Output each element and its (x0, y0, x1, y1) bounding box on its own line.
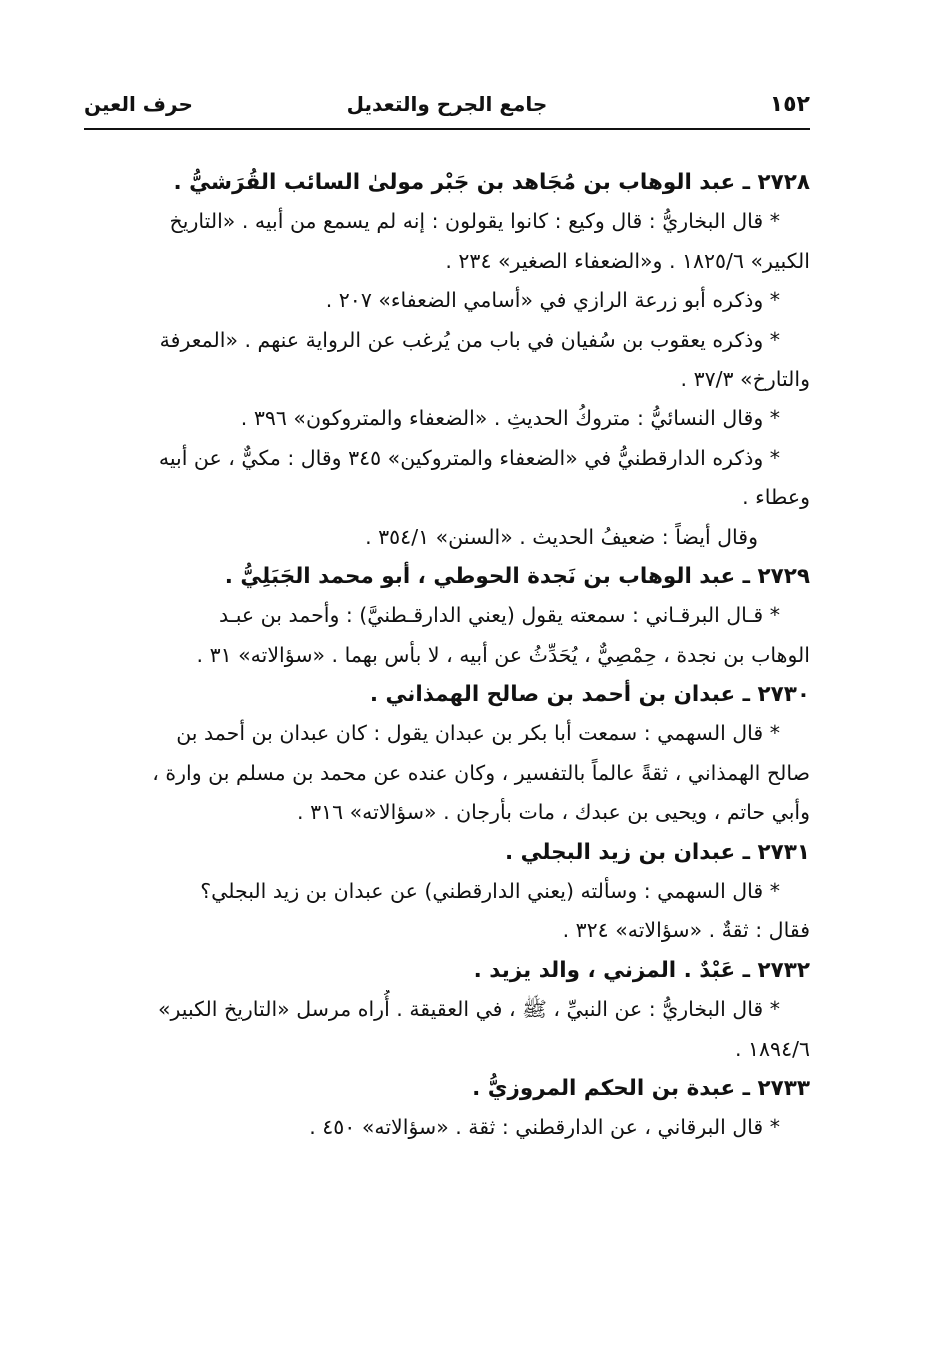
entry-title: ٢٧٣٢ ـ عَبْدٌ . المزني ، والد يزيد . (473, 957, 810, 983)
text-line: * وذكره الدارقطنيُّ في «الضعفاء والمتروكين» ٣٤٥ وقال : مكيٌّ ، عن أبيه (158, 445, 780, 470)
entry-title: ٢٧٣١ ـ عبدان بن زيد البجلي . (504, 839, 810, 865)
entry-title: ٢٧٢٩ ـ عبد الوهاب بن نَجدة الحوطي ، أبو محمد الجَبَلِيُّ . (224, 563, 810, 589)
text-line: صالح الهمذاني ، ثقةً عالماً بالتفسير ، وكان عنده عن محمد بن مسلم بن وارة ، (152, 760, 810, 785)
header-rule (84, 128, 810, 130)
text-line: وأبي حاتم ، ويحيى بن عبدك ، مات بأرجان . «سؤالاته» ٣١٦ . (297, 800, 810, 825)
text-line: * قال السهمي : سمعت أبا بكر بن عبدان يقول : كان عبدان بن أحمد بن (176, 721, 780, 746)
text-line: فقال : ثقةٌ . «سؤالاته» ٣٢٤ . (562, 918, 810, 943)
entry-title: ٢٧٣٠ ـ عبدان بن أحمد بن صالح الهمذاني . (369, 682, 810, 708)
book-title: جامع الجرح والتعديل (346, 92, 548, 116)
text-line: * وذكره أبو زرعة الرازي في «أسامي الضعفاء» ٢٠٧ . (325, 288, 780, 313)
text-line: ١٨٩٤/٦ . (734, 1036, 810, 1061)
text-line: * قال البرقاني ، عن الدارقطني : ثقة . «سؤالاته» ٤٥٠ . (309, 1115, 780, 1140)
page-number: ١٥٢ (769, 92, 810, 117)
text-line: * قال السهمي : وسألته (يعني الدارقطني) عن عبدان بن زيد البجلي؟ (200, 879, 780, 904)
text-line: * قال البخاريُّ : عن النبيِّ ، ﷺ ، في العقيقة . أُراه مرسل «التاريخ الكبير» (157, 997, 780, 1022)
text-line: * وقال النسائيُّ : متروكُ الحديثِ . «الضعفاء والمتروكون» ٣٩٦ . (240, 406, 780, 431)
text-line: * وذكره يعقوب بن سُفيان في باب من يُرغب عن الرواية عنهم . «المعرفة (159, 327, 780, 352)
text-line: والتارخ» ٣٧/٣ . (680, 366, 810, 391)
page-header (84, 88, 810, 128)
entry-title: ٢٧٣٣ ـ عبدة بن الحكم المروزيُّ . (472, 1075, 810, 1101)
text-line: الكبير» ١٨٢٥/٦ . و«الضعفاء الصغير» ٢٣٤ . (445, 248, 810, 273)
text-line: * قال البخاريُّ : قال وكيع : كانوا يقولون : إنه لم يسمع من أبيه . «التاريخ (169, 209, 780, 234)
section-title: حرف العين (84, 92, 193, 116)
text-line: وعطاء . (742, 485, 810, 510)
text-line: الوهاب بن نجدة ، حِمْصِيٌّ ، يُحَدِّثُ عن أبيه ، لا بأس بهما . «سؤالاته» ٣١ . (196, 642, 810, 667)
text-line: وقال أيضاً : ضعيفُ الحديث . «السنن» ٣٥٤/١ . (365, 524, 758, 549)
entry-title: ٢٧٢٨ ـ عبد الوهاب بن مُجَاهد بن جَبْر مولىٰ السائب القُرَشيُّ . (173, 170, 810, 195)
page-body (84, 163, 810, 1148)
text-line: * قـال البرقـاني : سمعته يقول (يعني الدارقـطنيَّ) : وأحمد بن عبـد (218, 603, 780, 628)
